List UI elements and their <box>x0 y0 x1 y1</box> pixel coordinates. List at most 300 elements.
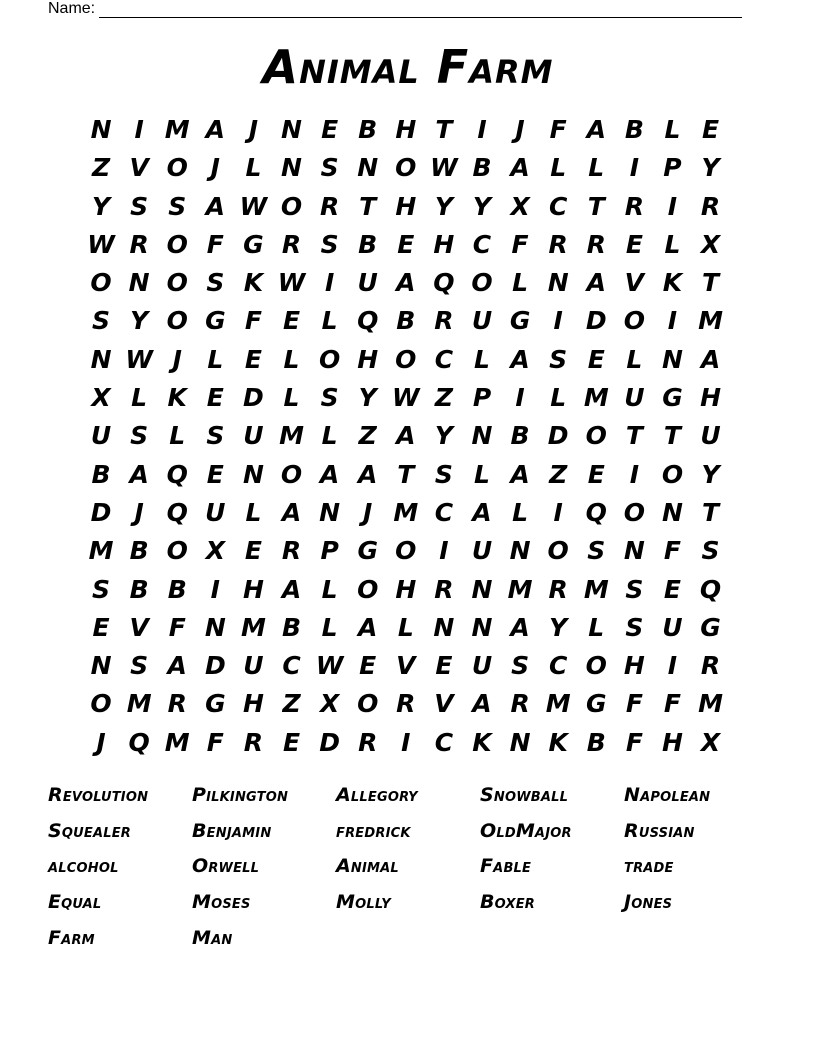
grid-letter[interactable]: L <box>321 574 338 604</box>
grid-letter[interactable]: E <box>244 344 262 374</box>
grid-letter[interactable]: N <box>90 115 112 144</box>
grid-letter[interactable]: H <box>661 727 683 757</box>
word-bank-item: trade <box>624 855 674 878</box>
grid-letter[interactable]: J <box>210 153 220 183</box>
grid-letter[interactable]: X <box>319 689 340 719</box>
grid-letter[interactable]: H <box>357 344 379 374</box>
grid-letter[interactable]: O <box>395 536 417 566</box>
grid-letter[interactable]: O <box>661 459 684 489</box>
grid-letter[interactable]: O <box>280 459 303 489</box>
grid-letter[interactable]: S <box>587 536 606 566</box>
grid-letter[interactable]: W <box>430 153 458 183</box>
grid-letter[interactable]: C <box>434 727 454 757</box>
grid-letter[interactable]: S <box>206 421 225 451</box>
grid-letter[interactable]: N <box>281 153 302 183</box>
grid-letter[interactable]: K <box>167 383 187 413</box>
grid-letter[interactable]: R <box>319 191 340 221</box>
grid-letter[interactable]: E <box>359 651 377 681</box>
grid-letter[interactable]: R <box>129 229 149 259</box>
grid-letter[interactable]: J <box>172 344 182 374</box>
grid-letter[interactable]: C <box>282 651 301 681</box>
grid-letter[interactable]: R <box>624 191 644 221</box>
grid-letter[interactable]: O <box>623 497 645 527</box>
grid-letter[interactable]: S <box>701 536 720 566</box>
grid-letter[interactable]: R <box>396 689 416 719</box>
grid-letter[interactable]: L <box>550 153 567 183</box>
grid-letter[interactable]: F <box>663 689 681 719</box>
grid-letter[interactable]: O <box>166 153 188 183</box>
grid-letter[interactable]: F <box>549 115 567 144</box>
grid-letter[interactable]: M <box>279 421 304 451</box>
grid-letter[interactable]: L <box>664 229 681 259</box>
grid-letter[interactable]: N <box>357 153 379 183</box>
grid-letter[interactable]: M <box>583 383 609 413</box>
grid-letter[interactable]: M <box>507 574 533 604</box>
grid-letter[interactable]: L <box>474 459 490 489</box>
grid-letter[interactable]: P <box>663 153 682 183</box>
name-underline[interactable] <box>99 3 742 18</box>
grid-letter[interactable]: Z <box>358 421 377 451</box>
grid-letter[interactable]: U <box>471 306 493 336</box>
grid-letter[interactable]: M <box>698 689 723 719</box>
grid-letter[interactable]: C <box>472 229 492 259</box>
grid-letter[interactable]: O <box>585 651 607 681</box>
grid-letter[interactable]: Y <box>434 421 453 451</box>
grid-letter[interactable]: S <box>92 306 111 336</box>
grid-letter[interactable]: S <box>206 268 225 298</box>
grid-letter[interactable]: S <box>625 612 644 642</box>
grid-letter[interactable]: J <box>134 497 144 527</box>
grid-letter[interactable]: U <box>90 421 112 451</box>
grid-letter[interactable]: A <box>510 344 530 374</box>
grid-letter[interactable]: D <box>90 497 112 527</box>
grid-letter[interactable]: R <box>548 229 568 259</box>
grid-letter[interactable]: A <box>586 115 606 144</box>
grid-letter[interactable]: A <box>586 268 606 298</box>
grid-letter[interactable]: B <box>129 574 149 604</box>
grid-letter[interactable]: S <box>130 191 149 221</box>
grid-letter[interactable]: Z <box>434 383 453 413</box>
grid-letter[interactable]: S <box>434 459 453 489</box>
grid-letter[interactable]: Q <box>699 574 722 604</box>
grid-letter[interactable]: H <box>395 191 417 221</box>
grid-letter[interactable]: A <box>281 497 302 527</box>
grid-letter[interactable]: X <box>700 229 721 259</box>
grid-letter[interactable]: U <box>662 612 683 642</box>
grid-letter[interactable]: F <box>625 689 643 719</box>
grid-letter[interactable]: F <box>244 306 262 336</box>
grid-letter[interactable]: M <box>164 727 190 757</box>
grid-letter[interactable]: I <box>553 306 563 336</box>
grid-letter[interactable]: F <box>206 229 224 259</box>
grid-letter[interactable]: O <box>166 306 188 336</box>
grid-letter[interactable]: E <box>282 306 301 336</box>
grid-letter[interactable]: U <box>357 268 378 298</box>
grid-letter[interactable]: M <box>698 306 723 336</box>
grid-letter[interactable]: A <box>510 459 530 489</box>
grid-letter[interactable]: M <box>88 536 114 566</box>
grid-letter[interactable]: N <box>623 536 645 566</box>
grid-letter[interactable]: O <box>318 344 341 374</box>
grid-letter[interactable]: K <box>662 268 683 298</box>
grid-letter[interactable]: V <box>396 651 416 681</box>
grid-letter[interactable]: I <box>667 306 678 336</box>
grid-letter[interactable]: M <box>393 497 419 527</box>
grid-letter[interactable]: V <box>624 268 645 298</box>
grid-letter[interactable]: A <box>396 421 416 451</box>
grid-letter[interactable]: A <box>205 191 225 221</box>
grid-letter[interactable]: I <box>477 115 487 144</box>
grid-letter[interactable]: U <box>624 383 645 413</box>
grid-letter[interactable]: G <box>205 306 226 336</box>
grid-letter[interactable]: E <box>321 115 339 144</box>
grid-letter[interactable]: N <box>471 612 493 642</box>
grid-letter[interactable]: O <box>280 191 303 221</box>
grid-letter[interactable]: A <box>205 115 225 144</box>
grid-letter[interactable]: A <box>510 612 530 642</box>
grid-letter[interactable]: O <box>357 689 379 719</box>
grid-letter[interactable]: N <box>547 268 569 298</box>
grid-letter[interactable]: R <box>167 689 187 719</box>
page-title: Animal Farm <box>262 40 554 94</box>
grid-letter[interactable]: U <box>243 421 264 451</box>
grid-letter[interactable]: R <box>434 574 454 604</box>
grid-letter[interactable]: O <box>90 268 112 298</box>
grid-letter[interactable]: K <box>472 727 492 757</box>
grid-letter[interactable]: J <box>515 115 525 144</box>
grid-letter[interactable]: N <box>319 497 341 527</box>
grid-letter[interactable]: S <box>511 651 530 681</box>
grid-letter[interactable]: I <box>553 497 563 527</box>
word-bank-item: Snowball <box>480 784 569 806</box>
grid-letter[interactable]: B <box>396 306 416 336</box>
grid-letter[interactable]: P <box>320 536 339 566</box>
grid-letter[interactable]: L <box>321 421 338 451</box>
grid-letter[interactable]: Y <box>549 612 568 642</box>
grid-letter[interactable]: W <box>392 383 420 413</box>
grid-letter[interactable]: Y <box>701 153 720 183</box>
grid-letter[interactable]: R <box>586 229 606 259</box>
grid-letter[interactable]: C <box>548 191 568 221</box>
grid-letter[interactable]: N <box>471 421 493 451</box>
grid-letter[interactable]: U <box>471 536 493 566</box>
grid-letter[interactable]: O <box>395 344 417 374</box>
grid-letter[interactable]: R <box>281 229 302 259</box>
grid-letter[interactable]: Z <box>282 689 301 719</box>
grid-letter[interactable]: W <box>315 651 344 681</box>
grid-letter[interactable]: Z <box>91 153 111 183</box>
grid-letter[interactable]: B <box>167 574 187 604</box>
grid-letter[interactable]: F <box>168 612 186 642</box>
grid-letter[interactable]: L <box>550 383 567 413</box>
grid-letter[interactable]: N <box>128 268 150 298</box>
grid-letter[interactable]: G <box>205 689 226 719</box>
grid-letter[interactable]: P <box>472 383 492 413</box>
grid-letter[interactable]: A <box>700 344 721 374</box>
grid-letter[interactable]: S <box>168 191 187 221</box>
grid-letter[interactable]: L <box>283 383 300 413</box>
grid-letter[interactable]: B <box>129 536 149 566</box>
grid-letter[interactable]: X <box>700 727 721 757</box>
grid-letter[interactable]: T <box>435 115 453 144</box>
grid-letter[interactable]: E <box>206 459 224 489</box>
grid-letter[interactable]: N <box>242 459 264 489</box>
grid-letter[interactable]: E <box>92 612 110 642</box>
grid-letter[interactable]: U <box>471 651 493 681</box>
grid-letter[interactable]: C <box>434 497 454 527</box>
grid-letter[interactable]: Y <box>91 191 111 221</box>
grid-letter[interactable]: X <box>91 383 111 413</box>
grid-letter[interactable]: T <box>702 497 720 527</box>
grid-letter[interactable]: A <box>396 268 416 298</box>
grid-letter[interactable]: E <box>435 651 453 681</box>
grid-letter[interactable]: V <box>129 153 149 183</box>
grid-letter[interactable]: U <box>700 421 721 451</box>
grid-letter[interactable]: O <box>166 268 188 298</box>
grid-letter[interactable]: B <box>281 612 302 642</box>
grid-letter[interactable]: M <box>240 612 266 642</box>
grid-letter[interactable]: R <box>700 191 721 221</box>
grid-letter[interactable]: W <box>239 191 268 221</box>
grid-letter[interactable]: L <box>588 153 605 183</box>
grid-letter[interactable]: T <box>397 459 415 489</box>
grid-letter[interactable]: B <box>358 229 378 259</box>
grid-letter[interactable]: O <box>166 536 188 566</box>
grid-letter[interactable]: L <box>588 612 605 642</box>
grid-letter[interactable]: E <box>282 727 301 757</box>
grid-letter[interactable]: E <box>244 536 262 566</box>
grid-letter[interactable]: I <box>134 115 144 144</box>
grid-letter[interactable]: L <box>131 383 148 413</box>
grid-letter[interactable]: Z <box>549 459 568 489</box>
grid-letter[interactable]: R <box>434 306 454 336</box>
grid-letter[interactable]: A <box>358 612 378 642</box>
grid-letter[interactable]: D <box>243 383 264 413</box>
grid-letter[interactable]: Y <box>358 383 377 413</box>
grid-letter[interactable]: S <box>320 383 339 413</box>
grid-letter[interactable]: R <box>510 689 530 719</box>
grid-letter[interactable]: L <box>207 344 224 374</box>
grid-letter[interactable]: G <box>700 612 721 642</box>
grid-letter[interactable]: G <box>509 306 531 336</box>
grid-letter[interactable]: B <box>472 153 492 183</box>
grid-letter[interactable]: R <box>243 727 264 757</box>
grid-letter[interactable]: D <box>585 306 607 336</box>
grid-letter[interactable]: Q <box>357 306 379 336</box>
grid-letter[interactable]: G <box>662 383 683 413</box>
grid-letter[interactable]: J <box>96 727 106 757</box>
grid-letter[interactable]: T <box>625 421 643 451</box>
grid-letter[interactable]: S <box>130 651 149 681</box>
grid-letter[interactable]: Q <box>166 459 188 489</box>
grid-letter[interactable]: M <box>164 115 190 144</box>
grid-letter[interactable]: F <box>625 727 643 757</box>
name-label: Name: <box>48 0 96 17</box>
grid-letter[interactable]: K <box>548 727 568 757</box>
grid-letter[interactable]: X <box>510 191 530 221</box>
grid-letter[interactable]: G <box>357 536 378 566</box>
grid-letter[interactable]: A <box>319 459 340 489</box>
grid-letter[interactable]: E <box>702 115 720 144</box>
grid-letter[interactable]: Y <box>701 459 720 489</box>
grid-letter[interactable]: I <box>515 383 525 413</box>
grid-letter[interactable]: Q <box>128 727 150 757</box>
grid-letter[interactable]: N <box>661 497 683 527</box>
grid-letter[interactable]: I <box>629 459 640 489</box>
grid-letter[interactable]: L <box>245 497 262 527</box>
grid-letter[interactable]: E <box>587 344 605 374</box>
grid-letter[interactable]: E <box>625 229 643 259</box>
grid-letter[interactable]: I <box>439 536 449 566</box>
grid-letter[interactable]: Q <box>585 497 607 527</box>
grid-letter[interactable]: B <box>586 727 606 757</box>
grid-letter[interactable]: L <box>283 344 300 374</box>
grid-letter[interactable]: T <box>702 268 720 298</box>
grid-letter[interactable]: O <box>395 153 417 183</box>
grid-letter[interactable]: B <box>91 459 111 489</box>
grid-letter[interactable]: F <box>511 229 529 259</box>
grid-letter[interactable]: Y <box>434 191 453 221</box>
grid-letter[interactable]: O <box>585 421 607 451</box>
grid-letter[interactable]: T <box>587 191 605 221</box>
grid-letter[interactable]: R <box>281 536 302 566</box>
grid-letter[interactable]: C <box>548 651 568 681</box>
grid-letter[interactable]: W <box>277 268 306 298</box>
grid-letter[interactable]: H <box>395 115 417 144</box>
grid-letter[interactable]: B <box>624 115 644 144</box>
grid-letter[interactable]: S <box>549 344 568 374</box>
grid-letter[interactable]: S <box>92 574 111 604</box>
grid-letter[interactable]: L <box>321 612 338 642</box>
grid-letter[interactable]: L <box>626 344 643 374</box>
grid-letter[interactable]: F <box>206 727 224 757</box>
grid-letter[interactable]: R <box>700 651 721 681</box>
grid-letter[interactable]: A <box>167 651 187 681</box>
grid-letter[interactable]: G <box>243 229 264 259</box>
grid-letter[interactable]: O <box>471 268 493 298</box>
grid-letter[interactable]: H <box>395 574 417 604</box>
grid-letter[interactable]: H <box>242 689 264 719</box>
grid-letter[interactable]: O <box>547 536 569 566</box>
grid-letter[interactable]: L <box>397 612 414 642</box>
grid-letter[interactable]: H <box>700 383 722 413</box>
grid-letter[interactable]: M <box>126 689 152 719</box>
grid-letter[interactable]: R <box>358 727 378 757</box>
grid-letter[interactable]: U <box>205 497 226 527</box>
grid-letter[interactable]: Y <box>472 191 492 221</box>
grid-letter[interactable]: N <box>661 344 683 374</box>
grid-letter[interactable]: G <box>586 689 607 719</box>
grid-letter[interactable]: O <box>623 306 645 336</box>
grid-letter[interactable]: N <box>90 344 112 374</box>
grid-letter[interactable]: O <box>90 689 112 719</box>
word-bank-item: Napolean <box>624 784 711 806</box>
grid-letter[interactable]: J <box>248 115 259 144</box>
grid-letter[interactable]: C <box>434 344 454 374</box>
grid-letter[interactable]: Y <box>130 306 149 336</box>
grid-letter[interactable]: S <box>320 229 339 259</box>
grid-letter[interactable]: N <box>281 115 302 144</box>
word-bank-item: Man <box>192 926 233 949</box>
grid-letter[interactable]: H <box>623 651 645 681</box>
grid-letter[interactable]: B <box>358 115 378 144</box>
grid-letter[interactable]: Q <box>166 497 188 527</box>
grid-letter[interactable]: A <box>129 459 149 489</box>
grid-letter[interactable]: A <box>472 497 492 527</box>
grid-letter[interactable]: J <box>363 497 373 527</box>
grid-letter[interactable]: X <box>205 536 225 566</box>
grid-letter[interactable]: V <box>434 689 454 719</box>
grid-letter[interactable]: E <box>206 383 224 413</box>
grid-letter[interactable]: L <box>512 268 529 298</box>
word-bank-item: Fable <box>480 855 532 878</box>
grid-letter[interactable]: A <box>510 153 530 183</box>
grid-letter[interactable]: I <box>210 574 220 604</box>
word-search-grid <box>82 111 730 762</box>
grid-letter[interactable]: O <box>357 574 379 604</box>
grid-letter[interactable]: W <box>87 229 115 259</box>
word-bank-item: Pilkington <box>192 784 289 806</box>
grid-letter[interactable]: N <box>509 536 531 566</box>
grid-letter[interactable]: T <box>663 421 681 451</box>
grid-letter[interactable]: N <box>204 612 226 642</box>
grid-letter[interactable]: L <box>169 421 186 451</box>
grid-letter[interactable]: I <box>629 153 640 183</box>
grid-letter[interactable]: S <box>130 421 149 451</box>
grid-letter[interactable]: L <box>512 497 529 527</box>
grid-letter[interactable]: N <box>90 651 112 681</box>
grid-letter[interactable]: I <box>324 268 335 298</box>
grid-letter[interactable]: L <box>245 153 262 183</box>
grid-letter[interactable]: O <box>166 229 188 259</box>
grid-letter[interactable]: A <box>281 574 302 604</box>
grid-letter[interactable]: U <box>243 651 264 681</box>
grid-letter[interactable]: S <box>625 574 644 604</box>
grid-letter[interactable]: L <box>474 344 490 374</box>
grid-letter[interactable]: E <box>587 459 605 489</box>
grid-letter[interactable]: M <box>583 574 609 604</box>
grid-letter[interactable]: H <box>433 229 455 259</box>
grid-letter[interactable]: T <box>359 191 377 221</box>
grid-letter[interactable]: D <box>204 651 226 681</box>
grid-letter[interactable]: V <box>129 612 149 642</box>
grid-letter[interactable]: D <box>319 727 340 757</box>
grid-letter[interactable]: B <box>510 421 530 451</box>
grid-letter[interactable]: Q <box>433 268 455 298</box>
grid-letter[interactable]: A <box>358 459 378 489</box>
grid-letter[interactable]: N <box>509 727 531 757</box>
grid-letter[interactable]: W <box>125 344 153 374</box>
grid-letter[interactable]: H <box>242 574 264 604</box>
grid-letter[interactable]: N <box>471 574 493 604</box>
grid-letter[interactable]: A <box>472 689 492 719</box>
word-bank-item: Benjamin <box>192 819 272 842</box>
grid-letter[interactable]: E <box>397 229 415 259</box>
grid-letter[interactable]: R <box>548 574 568 604</box>
grid-letter[interactable]: D <box>547 421 569 451</box>
grid-letter[interactable]: F <box>663 536 681 566</box>
grid-letter[interactable]: S <box>320 153 339 183</box>
grid-letter[interactable]: I <box>667 191 678 221</box>
grid-letter[interactable]: L <box>321 306 338 336</box>
grid-letter[interactable]: L <box>664 115 681 144</box>
grid-letter[interactable]: I <box>401 727 411 757</box>
grid-letter[interactable]: N <box>433 612 455 642</box>
grid-letter[interactable]: K <box>243 268 264 298</box>
grid-letter[interactable]: E <box>663 574 681 604</box>
grid-letter[interactable]: M <box>545 689 571 719</box>
grid-letter[interactable]: I <box>667 651 678 681</box>
